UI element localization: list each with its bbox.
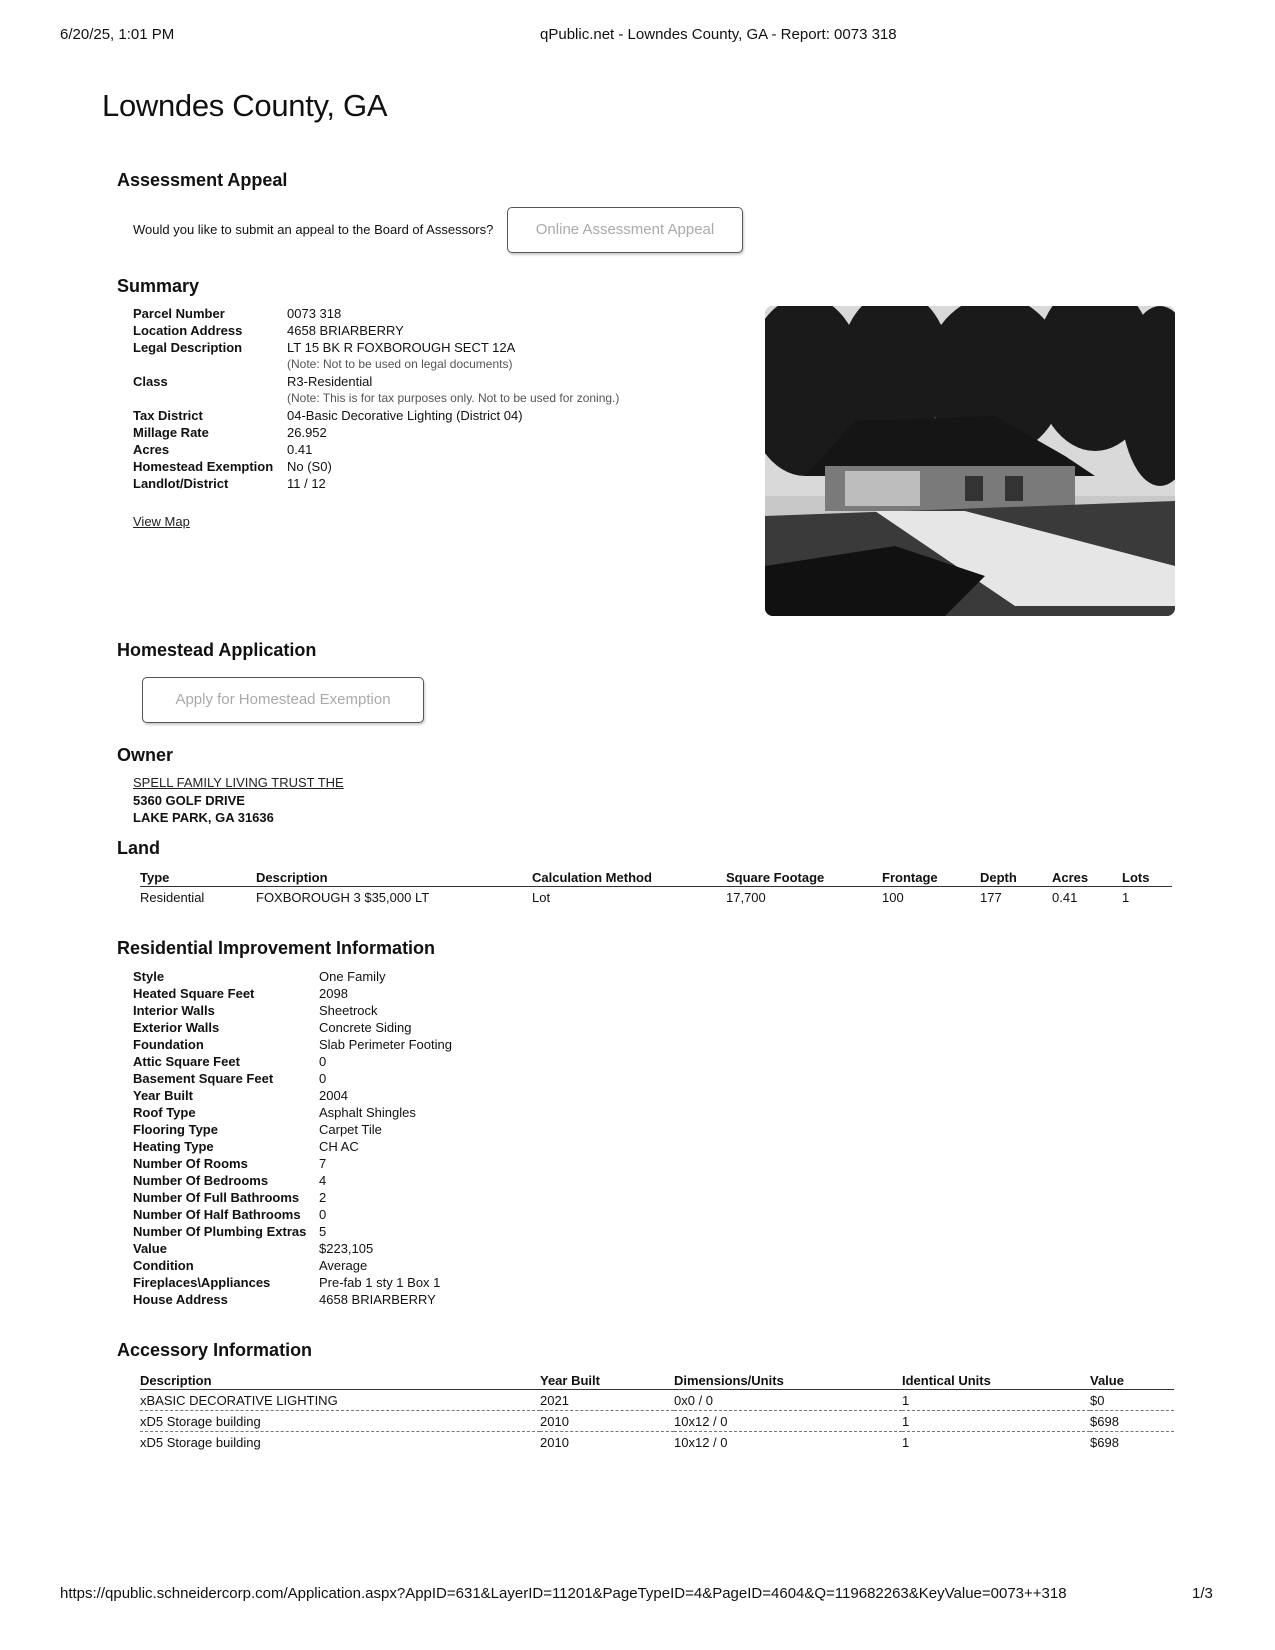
legal-description-value: LT 15 BK R FOXBOROUGH SECT 12A bbox=[287, 340, 516, 355]
land-section-title: Land bbox=[117, 838, 160, 858]
land-cell-acres: 0.41 bbox=[1052, 890, 1078, 905]
table-row bbox=[140, 1390, 1174, 1411]
improvement-list bbox=[133, 968, 452, 1308]
accessory-header-dimensions: Dimensions/Units bbox=[674, 1371, 902, 1390]
improvement-value-heated-sqft: 2098 bbox=[319, 986, 348, 1001]
homestead-exemption-value: No (S0) bbox=[287, 459, 332, 474]
owner-address-line2: LAKE PARK, GA 31636 bbox=[133, 810, 274, 825]
improvement-value-exterior-walls: Concrete Siding bbox=[319, 1020, 412, 1035]
table-row bbox=[140, 887, 1172, 908]
accessory-cell-value: $698 bbox=[1090, 1411, 1174, 1432]
location-address-label: Location Address bbox=[133, 323, 243, 338]
accessory-cell-dimensions: 0x0 / 0 bbox=[674, 1390, 902, 1411]
land-cell-square-footage: 17,700 bbox=[726, 890, 766, 905]
print-footer-url: https://qpublic.schneidercorp.com/Application.aspx?AppID=631&LayerID=11201&PageTypeID=4&PageID=4604&Q=119682263&KeyValue=0073++318 bbox=[60, 1585, 1067, 1602]
improvement-value-rooms: 7 bbox=[319, 1156, 327, 1171]
improvement-section-title: Residential Improvement Information bbox=[117, 938, 436, 958]
appeal-question: Would you like to submit an appeal to the Board of Assessors? bbox=[133, 222, 494, 237]
improvement-value-value: $223,105 bbox=[319, 1241, 374, 1256]
owner-section-title: Owner bbox=[117, 745, 174, 765]
land-cell-description: FOXBOROUGH 3 $35,000 LT bbox=[256, 890, 430, 905]
accessory-cell-identical-units: 1 bbox=[902, 1390, 1090, 1411]
improvement-label-attic-sqft: Attic Square Feet bbox=[133, 1054, 240, 1069]
improvement-label-roof-type: Roof Type bbox=[133, 1105, 196, 1120]
land-cell-type: Residential bbox=[140, 890, 205, 905]
property-photo bbox=[765, 306, 1175, 616]
improvement-value-basement-sqft: 0 bbox=[319, 1071, 327, 1086]
location-address-value: 4658 BRIARBERRY bbox=[287, 323, 404, 338]
improvement-label-rooms: Number Of Rooms bbox=[133, 1156, 248, 1171]
improvement-value-heating-type: CH AC bbox=[319, 1139, 359, 1154]
owner-address-line1: 5360 GOLF DRIVE bbox=[133, 793, 245, 808]
improvement-label-fireplaces: Fireplaces\Appliances bbox=[133, 1275, 271, 1290]
improvement-label-heated-sqft: Heated Square Feet bbox=[133, 986, 255, 1001]
improvement-value-plumbing-extras: 5 bbox=[319, 1224, 327, 1239]
improvement-label-year-built: Year Built bbox=[133, 1088, 193, 1103]
accessory-cell-year-built: 2010 bbox=[540, 1411, 674, 1432]
accessory-table-header bbox=[140, 1371, 1174, 1390]
accessory-cell-identical-units: 1 bbox=[902, 1435, 910, 1450]
accessory-header-value: Value bbox=[1090, 1371, 1174, 1390]
improvement-label-plumbing-extras: Number Of Plumbing Extras bbox=[133, 1224, 307, 1239]
land-table-header bbox=[140, 868, 1172, 887]
improvement-label-exterior-walls: Exterior Walls bbox=[133, 1020, 220, 1035]
improvement-label-condition: Condition bbox=[133, 1258, 194, 1273]
parcel-number-value: 0073 318 bbox=[287, 306, 342, 321]
accessory-cell-dimensions: 10x12 / 0 bbox=[674, 1435, 728, 1450]
accessory-header-year-built: Year Built bbox=[540, 1371, 674, 1390]
accessory-cell-description: xD5 Storage building bbox=[140, 1435, 261, 1450]
land-header-depth: Depth bbox=[980, 868, 1052, 887]
improvement-value-condition: Average bbox=[319, 1258, 368, 1273]
improvement-value-full-baths: 2 bbox=[319, 1190, 327, 1205]
summary-section-title: Summary bbox=[117, 276, 200, 296]
table-row bbox=[140, 1411, 1174, 1432]
accessory-header-identical-units: Identical Units bbox=[902, 1371, 1090, 1390]
accessory-cell-year-built: 2010 bbox=[540, 1435, 569, 1450]
improvement-value-year-built: 2004 bbox=[319, 1088, 348, 1103]
land-table bbox=[140, 868, 1172, 907]
appeal-section-title: Assessment Appeal bbox=[117, 170, 288, 190]
accessory-section-title: Accessory Information bbox=[117, 1340, 313, 1360]
land-header-description: Description bbox=[256, 868, 532, 887]
millage-rate-label: Millage Rate bbox=[133, 425, 209, 440]
acres-label: Acres bbox=[133, 442, 170, 457]
accessory-cell-value: $0 bbox=[1090, 1390, 1174, 1411]
accessory-cell-value: $698 bbox=[1090, 1435, 1119, 1450]
acres-value: 0.41 bbox=[287, 442, 313, 457]
land-cell-frontage: 100 bbox=[882, 890, 904, 905]
improvement-label-basement-sqft: Basement Square Feet bbox=[133, 1071, 274, 1086]
accessory-header-description: Description bbox=[140, 1371, 540, 1390]
land-cell-calculation-method: Lot bbox=[532, 890, 551, 905]
improvement-value-attic-sqft: 0 bbox=[319, 1054, 327, 1069]
legal-description-note: (Note: Not to be used on legal documents) bbox=[287, 357, 513, 371]
class-value: R3-Residential bbox=[287, 374, 373, 389]
parcel-number-label: Parcel Number bbox=[133, 306, 225, 321]
apply-homestead-exemption-button[interactable]: Apply for Homestead Exemption bbox=[142, 677, 424, 723]
improvement-value-half-baths: 0 bbox=[319, 1207, 327, 1222]
class-note: (Note: This is for tax purposes only. Not to be used for zoning.) bbox=[287, 391, 620, 405]
summary-list bbox=[133, 305, 619, 492]
owner-name-link[interactable]: SPELL FAMILY LIVING TRUST THE bbox=[133, 775, 344, 790]
improvement-label-half-baths: Number Of Half Bathrooms bbox=[133, 1207, 301, 1222]
land-header-calculation-method: Calculation Method bbox=[532, 868, 726, 887]
improvement-value-bedrooms: 4 bbox=[319, 1173, 327, 1188]
land-header-acres: Acres bbox=[1052, 868, 1122, 887]
improvement-value-interior-walls: Sheetrock bbox=[319, 1003, 378, 1018]
accessory-cell-dimensions: 10x12 / 0 bbox=[674, 1411, 902, 1432]
improvement-value-fireplaces: Pre-fab 1 sty 1 Box 1 bbox=[319, 1275, 441, 1290]
view-map-link[interactable]: View Map bbox=[133, 514, 190, 529]
improvement-label-house-address: House Address bbox=[133, 1292, 228, 1307]
land-cell-lots: 1 bbox=[1122, 890, 1130, 905]
improvement-label-flooring-type: Flooring Type bbox=[133, 1122, 218, 1137]
tax-district-value: 04-Basic Decorative Lighting (District 04) bbox=[287, 408, 523, 423]
land-cell-depth: 177 bbox=[980, 890, 1002, 905]
land-header-square-footage: Square Footage bbox=[726, 868, 882, 887]
print-footer-page: 1/3 bbox=[1192, 1585, 1213, 1602]
land-header-lots: Lots bbox=[1122, 868, 1172, 887]
improvement-label-value: Value bbox=[133, 1241, 167, 1256]
improvement-label-interior-walls: Interior Walls bbox=[133, 1003, 215, 1018]
improvement-label-full-baths: Number Of Full Bathrooms bbox=[133, 1190, 300, 1205]
improvement-label-bedrooms: Number Of Bedrooms bbox=[133, 1173, 269, 1188]
accessory-cell-identical-units: 1 bbox=[902, 1411, 1090, 1432]
improvement-value-house-address: 4658 BRIARBERRY bbox=[319, 1292, 436, 1307]
landlot-value: 11 / 12 bbox=[287, 476, 326, 491]
online-assessment-appeal-button[interactable]: Online Assessment Appeal bbox=[507, 207, 743, 253]
class-label: Class bbox=[133, 374, 168, 389]
legal-description-label: Legal Description bbox=[133, 340, 243, 355]
improvement-label-style: Style bbox=[133, 969, 165, 984]
land-header-type: Type bbox=[140, 868, 256, 887]
accessory-cell-description: xD5 Storage building bbox=[140, 1411, 540, 1432]
landlot-label: Landlot/District bbox=[133, 476, 229, 491]
site-title: Lowndes County, GA bbox=[102, 88, 388, 123]
improvement-value-roof-type: Asphalt Shingles bbox=[319, 1105, 416, 1120]
improvement-value-flooring-type: Carpet Tile bbox=[319, 1122, 382, 1137]
print-page-title: qPublic.net - Lowndes County, GA - Report: 0073 318 bbox=[540, 26, 897, 43]
accessory-table bbox=[140, 1371, 1174, 1452]
print-datetime: 6/20/25, 1:01 PM bbox=[60, 26, 175, 43]
improvement-value-style: One Family bbox=[319, 969, 386, 984]
improvement-value-foundation: Slab Perimeter Footing bbox=[319, 1037, 452, 1052]
homestead-exemption-label: Homestead Exemption bbox=[133, 459, 274, 474]
tax-district-label: Tax District bbox=[133, 408, 203, 423]
accessory-cell-year-built: 2021 bbox=[540, 1390, 674, 1411]
homestead-section-title: Homestead Application bbox=[117, 640, 317, 660]
improvement-label-heating-type: Heating Type bbox=[133, 1139, 214, 1154]
millage-rate-value: 26.952 bbox=[287, 425, 327, 440]
improvement-label-foundation: Foundation bbox=[133, 1037, 204, 1052]
accessory-cell-description: xBASIC DECORATIVE LIGHTING bbox=[140, 1390, 540, 1411]
table-row bbox=[140, 1432, 1174, 1453]
land-header-frontage: Frontage bbox=[882, 868, 980, 887]
